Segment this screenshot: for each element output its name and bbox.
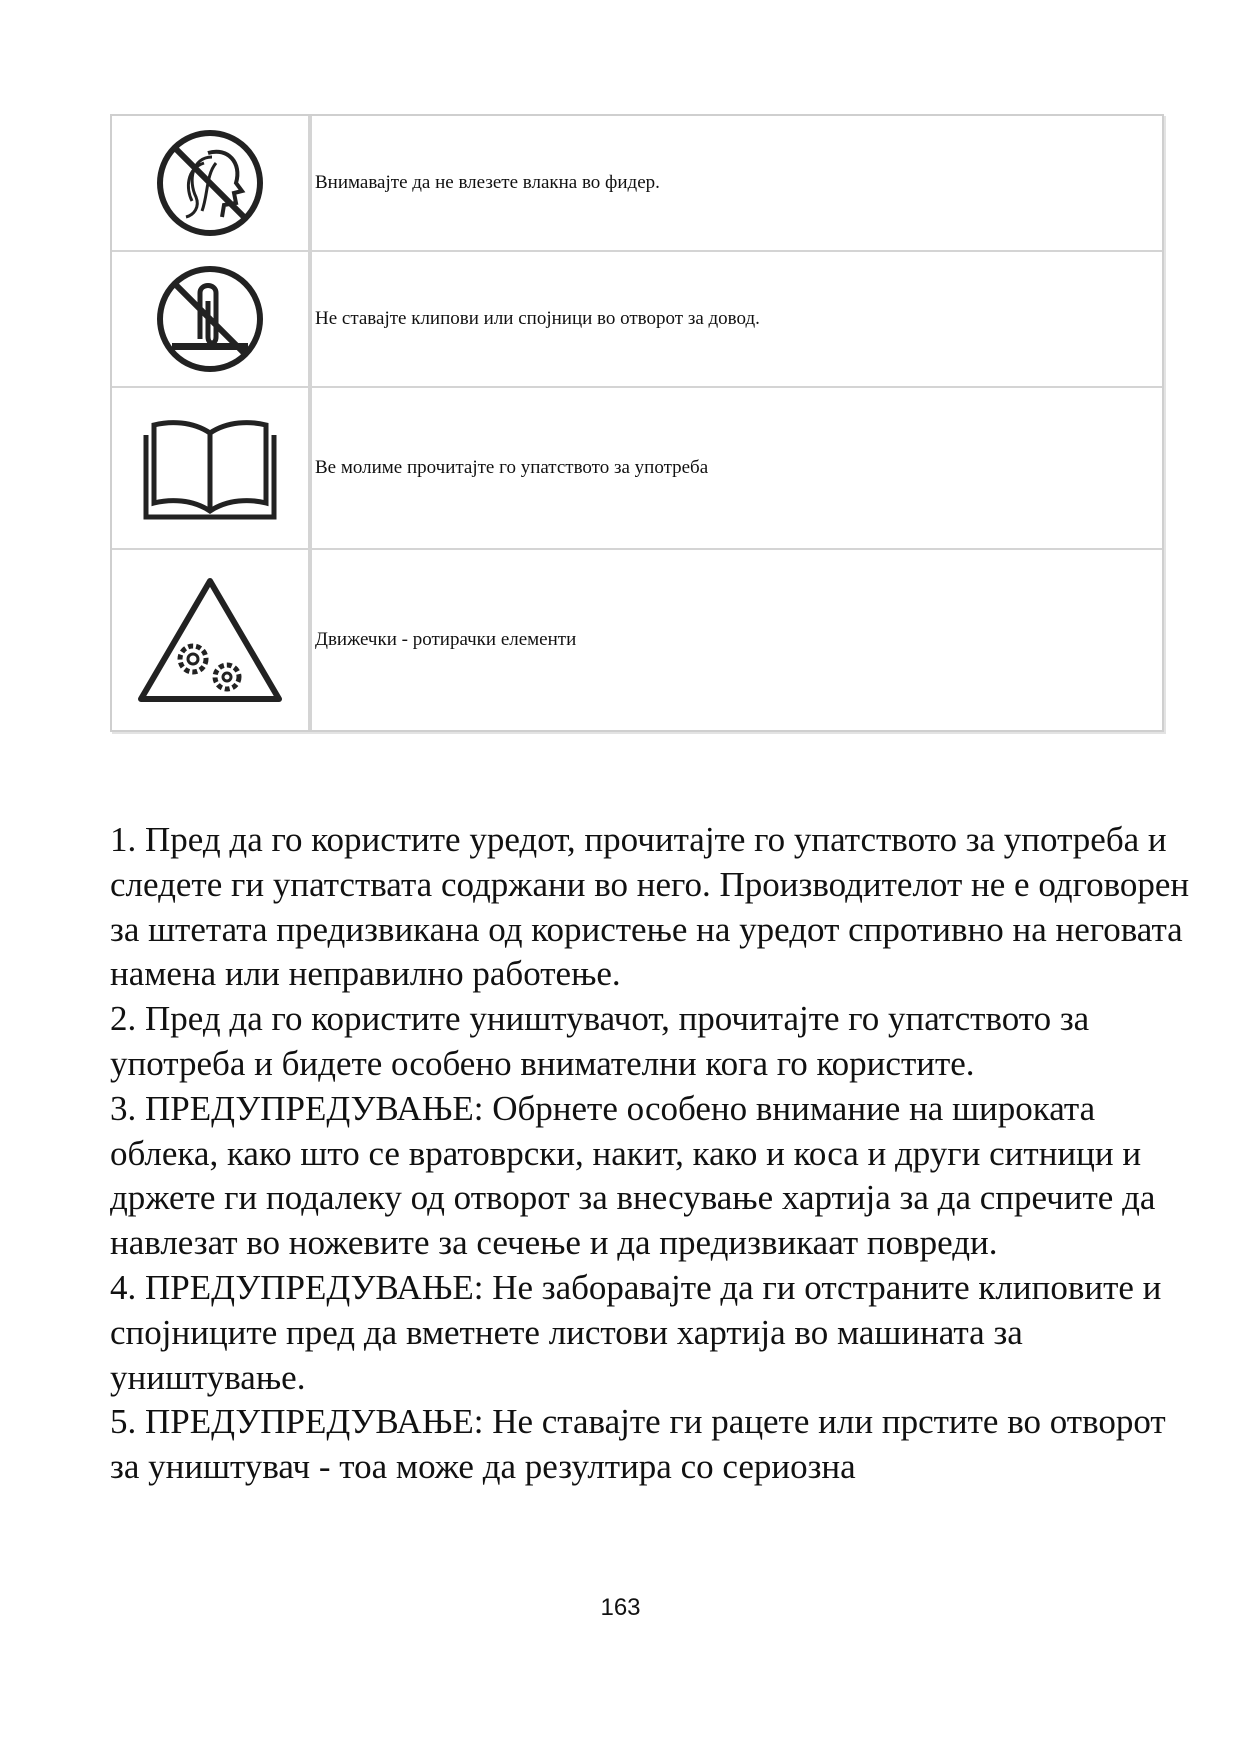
instruction-4: 4. ПРЕДУПРЕДУВАЊЕ: Не заборавајте да ги отстраните клиповите и спојниците пред да вметнете листови хартија во машината за уништување. <box>110 1267 1162 1397</box>
instructions-list <box>110 818 1190 1490</box>
symbol-row-paperclip <box>112 252 1162 388</box>
page-number: 163 <box>600 1594 641 1621</box>
instruction-3: 3. ПРЕДУПРЕДУВАЊЕ: Обрнете особено внимание на широката облека, како што се вратоврски, накит, како и коса и други ситници и држете ги подалеку од отворот за внесување хартија за да спречите да навлезат во ножевите за сечење и да предизвикаат повреди. <box>110 1088 1156 1263</box>
instruction-5: 5. ПРЕДУПРЕДУВАЊЕ: Не ставајте ги рацете или прстите во отворот за уништувач - тоа може да резултира со сериозна <box>110 1402 1166 1487</box>
manual-book-icon <box>140 413 280 523</box>
symbol-description: Движечки - ротирачки елементи <box>315 629 577 650</box>
symbol-description: Внимавајте да не влезете влакна во фидер. <box>315 172 660 193</box>
no-hair-icon <box>150 123 270 243</box>
symbol-description: Не ставајте клипови или спојници во отворот за довод. <box>315 308 760 329</box>
instruction-2: 2. Пред да го користите уништувачот, прочитајте го упатството за употреба и бидете особено внимателни кога го користите. <box>110 999 1090 1083</box>
symbol-row-hair <box>112 116 1162 252</box>
icon-cell <box>112 252 312 386</box>
icon-cell <box>112 388 312 548</box>
safety-symbols-table <box>110 114 1164 732</box>
symbol-row-manual <box>112 388 1162 550</box>
symbol-description: Ве молиме прочитајте го упатството за употреба <box>315 457 709 478</box>
rotating-gears-warning-icon <box>135 575 285 705</box>
symbol-row-rotating-parts <box>112 550 1162 730</box>
icon-cell <box>112 116 312 250</box>
icon-cell <box>112 550 312 730</box>
instruction-1: 1. Пред да го користите уредот, прочитајте го упатството за употреба и следете ги упатствата содржани во него. Производителот не е одговорен за штетата предизвикана од користење на уредот спротивно на неговата намена или неправилно работење. <box>110 820 1190 994</box>
no-paperclip-icon <box>150 259 270 379</box>
